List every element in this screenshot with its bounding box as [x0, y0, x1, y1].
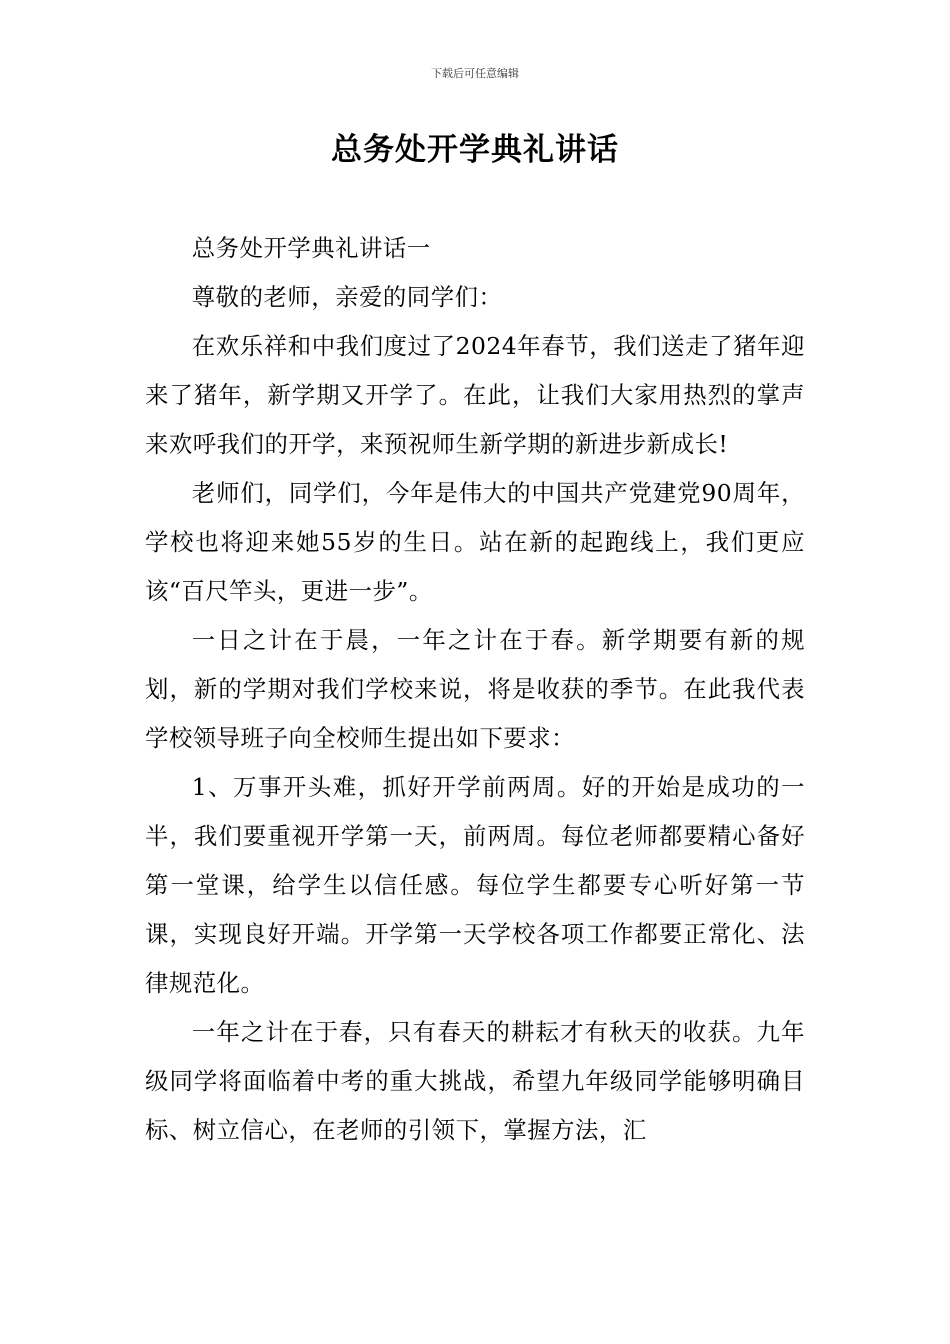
paragraph: 一年之计在于春，只有春天的耕耘才有秋天的收获。九年级同学将面临着中考的重大挑战，希望九年级同学能够明确目标、树立信心，在老师的引领下，掌握方法，汇 [145, 1018, 805, 1144]
document-body [145, 224, 805, 1155]
paragraph: 在欢乐祥和中我们度过了2024年春节，我们送走了猪年迎来了猪年，新学期又开学了。在此，让我们大家用热烈的掌声来欢呼我们的开学，来预祝师生新学期的新进步新成长! [145, 332, 805, 458]
paragraph: 老师们，同学们，今年是伟大的中国共产党建党90周年，学校也将迎来她55岁的生日。站在新的起跑线上，我们更应该“百尺竿头，更进一步”。 [145, 479, 805, 605]
paragraph-salutation: 尊敬的老师，亲爱的同学们： [191, 283, 503, 311]
header-note: 下载后可任意编辑 [431, 67, 519, 80]
paragraph-subtitle: 总务处开学典礼讲话一 [191, 234, 431, 262]
paragraph: 1、万事开头难，抓好开学前两周。好的开始是成功的一半，我们要重视开学第一天，前两周。每位老师都要精心备好第一堂课，给学生以信任感。每位学生都要专心听好第一节课，实现良好开端。开学第一天学校各项工作都要正常化、法律规范化。 [145, 773, 805, 997]
document-title: 总务处开学典礼讲话 [331, 132, 619, 168]
paragraph: 一日之计在于晨，一年之计在于春。新学期要有新的规划，新的学期对我们学校来说，将是收获的季节。在此我代表学校领导班子向全校师生提出如下要求： [145, 626, 805, 752]
